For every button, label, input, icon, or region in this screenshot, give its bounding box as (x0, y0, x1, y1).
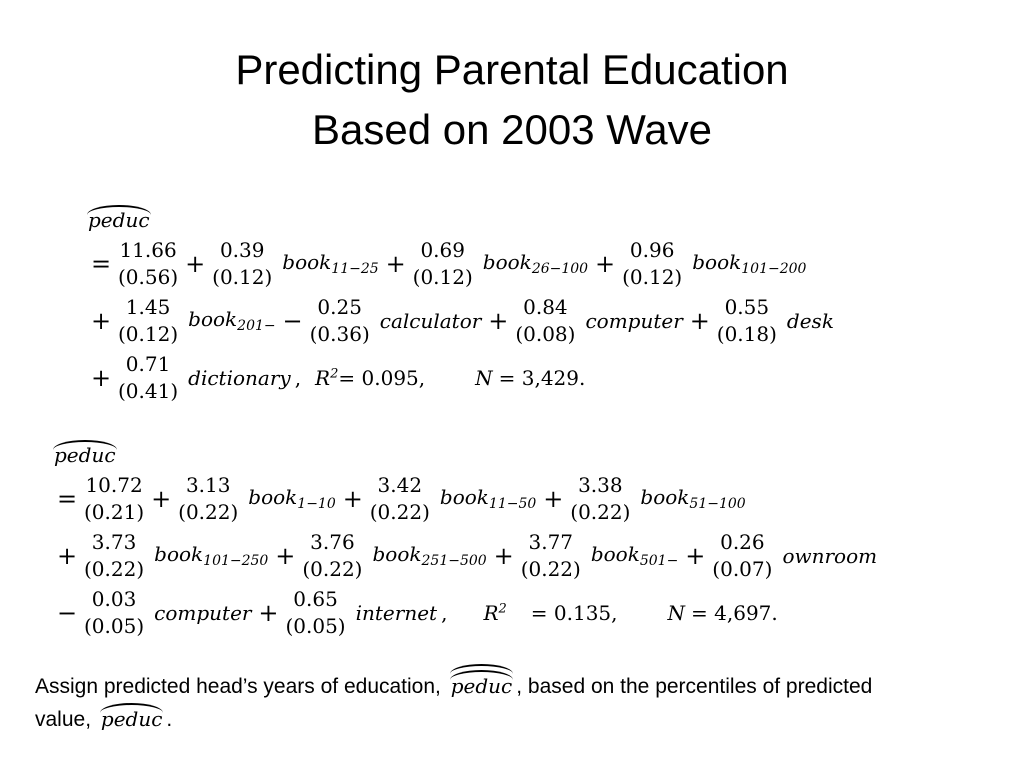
coefficient: 3.38 (0.22) (570, 472, 631, 524)
equation-2003-model-2 (54, 440, 881, 641)
variable: internet (355, 600, 438, 625)
coefficient: 0.25 (0.36) (309, 294, 370, 346)
footer-note (35, 670, 995, 736)
variable: desk (786, 308, 834, 333)
slide-title (0, 40, 1024, 160)
coefficient: 0.71 (0.41) (118, 351, 179, 403)
variable: book$_{11-25}$ (282, 250, 379, 277)
variable: dictionary (188, 365, 291, 390)
hat-accent (87, 205, 151, 215)
operator: + (342, 484, 363, 513)
operator: + (258, 598, 279, 627)
n-value: = 3,429. (498, 365, 586, 390)
variable: book$_{251-500}$ (372, 542, 487, 569)
coefficient-intercept: 10.72 (0.21) (84, 472, 145, 524)
operator: + (185, 249, 206, 278)
equals-sign: = (90, 249, 112, 278)
coefficient: 3.76 (0.22) (302, 529, 363, 581)
operator: + (90, 306, 112, 335)
r-squared-value: = 0.135, (530, 600, 618, 625)
footer-text-1: Assign predicted head’s years of education, (35, 675, 441, 698)
hat-accent (100, 703, 164, 713)
operator: + (689, 306, 710, 335)
equation-row-2 (88, 292, 838, 349)
operator: + (90, 363, 112, 392)
operator: + (56, 541, 78, 570)
peduc-hat: peduc (101, 703, 163, 736)
variable: book$_{51-100}$ (640, 485, 746, 512)
r-squared-label: $R^2$ (483, 600, 507, 625)
equation-lhs: peduc (54, 440, 116, 470)
operator: + (685, 541, 706, 570)
coefficient: 3.13 (0.22) (178, 472, 239, 524)
footer-text-3: value, (35, 708, 92, 731)
equation-row-3 (54, 584, 881, 641)
n-label: N (667, 600, 686, 625)
equals-sign: = (56, 484, 78, 513)
operator: − (282, 306, 303, 335)
coefficient: 0.03 (0.05) (84, 586, 145, 638)
operator: + (385, 249, 406, 278)
operator: − (56, 598, 78, 627)
equation-row-1 (54, 470, 881, 527)
footer-text-2: , based on the percentiles of predicted (516, 675, 873, 698)
variable: book$_{11-50}$ (439, 485, 537, 512)
equation-row-2 (54, 527, 881, 584)
coefficient: 0.96 (0.12) (622, 237, 683, 289)
variable: book$_{1-10}$ (248, 485, 336, 512)
variable: computer (154, 600, 252, 625)
variable: calculator (379, 308, 482, 333)
coefficient: 0.84 (0.08) (515, 294, 576, 346)
coefficient: 0.55 (0.18) (716, 294, 777, 346)
r-squared-value: = 0.095, (338, 365, 426, 390)
equation-2003-model-1 (88, 205, 838, 406)
variable: book$_{501-}$ (590, 542, 679, 569)
coefficient: 3.77 (0.22) (520, 529, 581, 581)
variable: book$_{26-100}$ (482, 250, 589, 277)
coefficient: 0.39 (0.12) (212, 237, 273, 289)
r-squared-label: $R^2$ (315, 365, 339, 390)
coefficient: 0.26 (0.07) (712, 529, 773, 581)
comma: , (441, 600, 448, 625)
variable: ownroom (782, 543, 878, 568)
coefficient: 3.42 (0.22) (369, 472, 430, 524)
title-line-1: Predicting Parental Education (235, 46, 789, 93)
operator: + (595, 249, 616, 278)
coefficient: 3.73 (0.22) (84, 529, 145, 581)
operator: + (275, 541, 296, 570)
equation-row-1 (88, 235, 838, 292)
variable: book$_{201-}$ (188, 307, 276, 334)
variable: book$_{101-250}$ (154, 542, 269, 569)
hat-accent (53, 440, 117, 450)
coefficient: 1.45 (0.12) (118, 294, 179, 346)
comma: , (294, 365, 302, 390)
title-line-2: Based on 2003 Wave (311, 106, 713, 153)
coefficient-intercept: 11.66 (0.56) (118, 237, 179, 289)
operator: + (493, 541, 514, 570)
operator: + (151, 484, 172, 513)
operator: + (543, 484, 564, 513)
n-label: N (475, 365, 493, 390)
footer-text-4: . (166, 708, 173, 731)
equation-row-3 (88, 349, 838, 406)
equation-lhs: peduc (88, 205, 150, 235)
coefficient: 0.65 (0.05) (285, 586, 346, 638)
n-value: = 4,697. (691, 600, 778, 625)
peduc-double-hat: peduc (451, 670, 513, 703)
variable: book$_{101-200}$ (692, 250, 807, 277)
operator: + (488, 306, 509, 335)
coefficient: 0.69 (0.12) (412, 237, 473, 289)
variable: computer (585, 308, 683, 333)
